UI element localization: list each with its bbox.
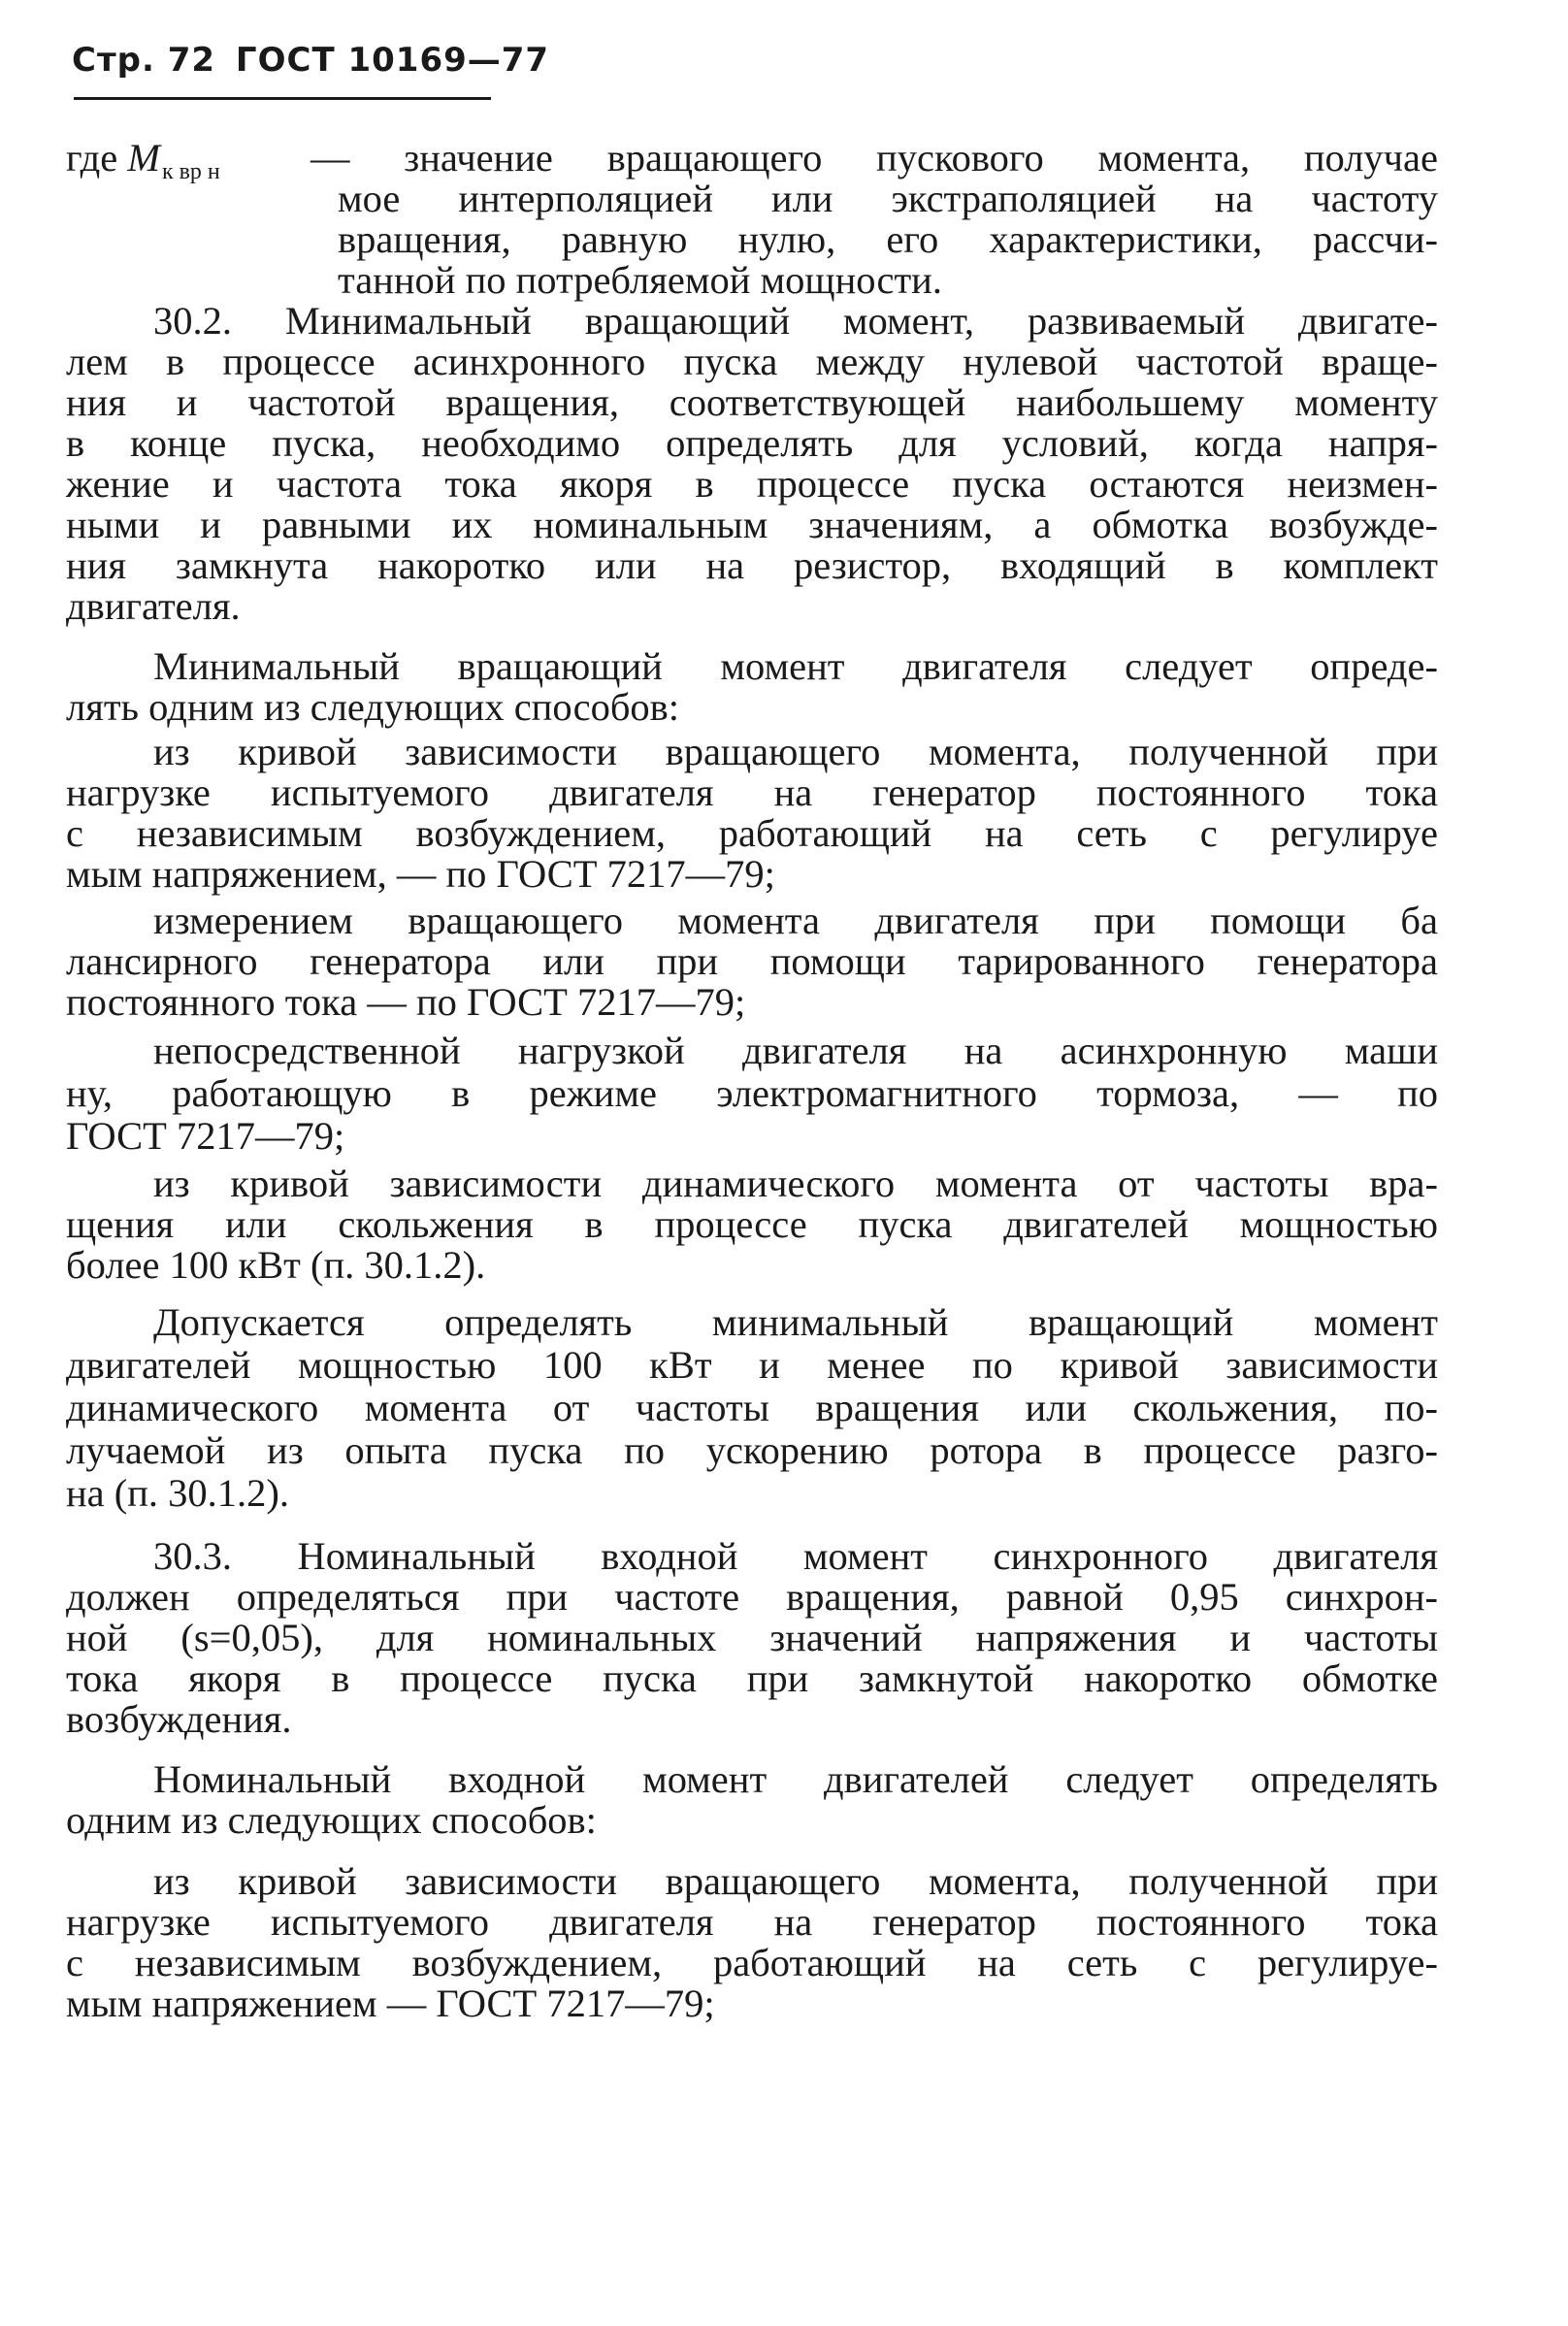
text-line: более 100 кВт (п. 30.1.2). [66, 1243, 486, 1287]
text-line: лансирного генератора или при помощи тарированного генератора [66, 939, 1438, 983]
text-line: Номинальный входной момент двигателей следует определять [153, 1757, 1438, 1801]
where-word: где [66, 136, 118, 180]
text-line: возбуждения. [66, 1697, 292, 1741]
text-line: одним из следующих способов: [66, 1798, 597, 1842]
text-line: двигателей мощностью 100 кВт и менее по кривой зависимости [66, 1343, 1438, 1387]
text-line: щения или скольжения в процессе пуска двигателей мощностью [66, 1202, 1438, 1246]
text-line: из кривой зависимости вращающего момента, полученной при [153, 730, 1438, 773]
page-header [72, 41, 549, 80]
text-line: Допускается определять минимальный вращающий момент [153, 1300, 1438, 1344]
text-line: ной (s=0,05), для номинальных значений напряжения и частоты [66, 1616, 1438, 1659]
text-line: из кривой зависимости динамического момента от частоты вра- [153, 1162, 1438, 1205]
text-line: динамического момента от частоты вращения или скольжения, по- [66, 1386, 1438, 1429]
definition-line: мое интерполяцией или экстраполяцией на частоту [338, 177, 1438, 220]
page-number: Стр. 72 [72, 41, 216, 80]
symbol-m [127, 136, 220, 184]
text-line: 30.3. Номинальный входной момент синхронного двигателя [153, 1534, 1438, 1578]
definition-term [66, 137, 220, 193]
text-line: нагрузке испытуемого двигателя на генератор постоянного тока [66, 1900, 1438, 1944]
symbol-letter: M [127, 136, 160, 180]
text-line: 30.2. Минимальный вращающий момент, развиваемый двигате- [153, 299, 1438, 343]
text-line: на (п. 30.1.2). [66, 1471, 290, 1515]
standard-id: ГОСТ 10169—77 [235, 41, 550, 80]
text-line: лять одним из следующих способов: [66, 685, 680, 729]
text-line: ния замкнута накоротко или на резистор, входящий в комплект [66, 543, 1438, 587]
text-line: ну, работающую в режиме электромагнитного тормоза, — по [66, 1071, 1438, 1115]
text-line: Минимальный вращающий момент двигателя следует опреде- [153, 644, 1438, 688]
text-line: измерением вращающего момента двигателя при помощи ба [153, 899, 1438, 942]
text-line: постоянного тока — по ГОСТ 7217—79; [66, 980, 746, 1024]
text-line: непосредственной нагрузкой двигателя на асинхронную маши [153, 1029, 1438, 1072]
text-line: должен определяться при частоте вращения, равной 0,95 синхрон- [66, 1575, 1438, 1619]
text-line: с независимым возбуждением, работающий на сеть с регулируе- [66, 1941, 1438, 1984]
definition-line: — значение вращающего пускового момента, получае [310, 136, 1438, 180]
text-line: в конце пуска, необходимо определять для условий, когда напря- [66, 421, 1438, 465]
definition-line: вращения, равную нулю, его характеристики, рассчи- [338, 217, 1438, 261]
text-line: двигателя. [66, 584, 241, 628]
text-line: ния и частотой вращения, соответствующей наибольшему моменту [66, 380, 1438, 424]
header-rule [74, 97, 491, 100]
definition-line: танной по потребляемой мощности. [338, 258, 942, 302]
text-line: лучаемой из опыта пуска по ускорению ротора в процессе разго- [66, 1428, 1438, 1472]
text-line: лем в процессе асинхронного пуска между нулевой частотой враще- [66, 340, 1438, 383]
text-line: из кривой зависимости вращающего момента, полученной при [153, 1859, 1438, 1903]
text-line: жение и частота тока якоря в процессе пуска остаются неизмен- [66, 462, 1438, 506]
text-line: с независимым возбуждением, работающий на сеть с регулируе [66, 811, 1438, 855]
text-line: ГОСТ 7217—79; [66, 1114, 345, 1158]
text-line: мым напряжением, — по ГОСТ 7217—79; [66, 852, 775, 896]
text-line: нагрузке испытуемого двигателя на генератор постоянного тока [66, 770, 1438, 814]
text-line: ными и равными их номинальным значениям, а обмотка возбужде- [66, 503, 1438, 546]
text-line: мым напряжением — ГОСТ 7217—79; [66, 1982, 715, 2025]
symbol-subscript: к вр н [161, 159, 220, 184]
text-line: тока якоря в процессе пуска при замкнутой накоротко обмотке [66, 1656, 1438, 1700]
